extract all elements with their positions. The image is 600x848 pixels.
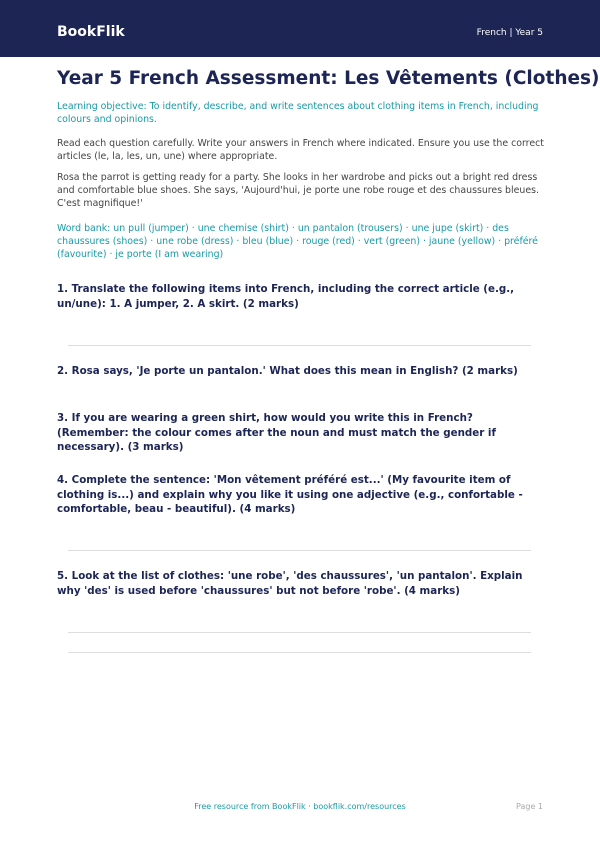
footer-text[interactable]: Free resource from BookFlik · bookflik.com/resources bbox=[194, 802, 406, 811]
question-2: 2. Rosa says, 'Je porte un pantalon.' What does this mean in English? (2 marks) bbox=[57, 365, 518, 377]
question-1: 1. Translate the following items into French, including the correct article (e.g., un/une): 1. A jumper, 2. A skirt. (2 marks) bbox=[57, 283, 515, 310]
instructions: Read each question carefully. Write your answers in French where indicated. Ensure you use the correct articles (le, la, les, un, une) where appropriate. bbox=[57, 138, 544, 162]
answer-line[interactable] bbox=[68, 345, 531, 346]
answer-line[interactable] bbox=[68, 632, 531, 633]
word-bank: Word bank: un pull (jumper) · une chemise (shirt) · un pantalon (trousers) · une jupe (skirt) · des chaussures (shoes) · une robe (dress) · bleu (blue) · rouge (red) · vert (green) · jaune (yellow) · préféré (favourite) · je porte (I am wearing) bbox=[57, 223, 538, 260]
answer-line[interactable] bbox=[68, 652, 531, 653]
brand-logo[interactable]: BookFlik bbox=[57, 24, 125, 40]
question-3: 3. If you are wearing a green shirt, how would you write this in French? (Remember: the colour comes after the noun and must match the gender if necessary). (3 marks) bbox=[57, 412, 496, 453]
header-bar bbox=[0, 0, 600, 57]
breadcrumb: French | Year 5 bbox=[476, 28, 543, 38]
page-title: Year 5 French Assessment: Les Vêtements (Clothes) bbox=[57, 68, 600, 89]
question-5: 5. Look at the list of clothes: 'une robe', 'des chaussures', 'un pantalon'. Explain why 'des' is used before 'chaussures' but not before 'robe'. (4 marks) bbox=[57, 570, 523, 597]
story-text: Rosa the parrot is getting ready for a party. She looks in her wardrobe and picks out a bright red dress and comfortable blue shoes. She says, 'Aujourd'hui, je porte une robe rouge et des chaussures bleues. C'est magnifique!' bbox=[57, 172, 539, 209]
learning-objective: Learning objective: To identify, describe, and write sentences about clothing items in French, including colours and opinions. bbox=[57, 101, 539, 125]
answer-line[interactable] bbox=[68, 550, 531, 551]
page-number: Page 1 bbox=[516, 802, 543, 811]
question-4: 4. Complete the sentence: 'Mon vêtement préféré est...' (My favourite item of clothing is...) and explain why you like it using one adjective (e.g., confortable - comfortable, beau - beautiful). (4 marks) bbox=[57, 474, 523, 515]
